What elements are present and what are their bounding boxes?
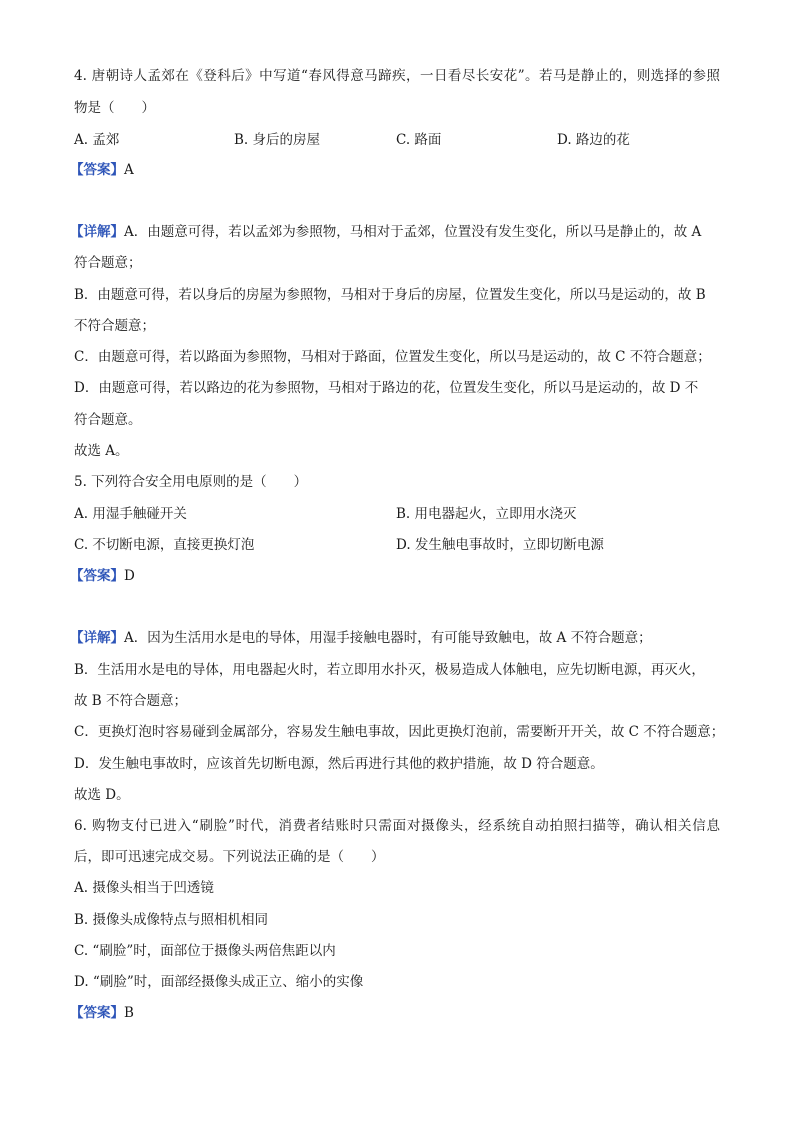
answer-tag: 【答案】	[70, 568, 124, 584]
q5-option-c: C. 不切断电源，直接更换灯泡	[74, 537, 255, 553]
q4-stem-line1: 4. 唐朝诗人孟郊在《登科后》中写道“春风得意马蹄疾，一日看尽长安花”。若马是静止的，则选择的参照	[74, 68, 720, 84]
q5-detail-line5: D．发生触电事故时，应该首先切断电源，然后再进行其他的救护措施，故 D 符合题意。	[74, 756, 604, 772]
q6-answer	[70, 1003, 134, 1023]
q4-detail-line2: 符合题意；	[74, 255, 142, 271]
q4-option-d: D. 路边的花	[557, 132, 630, 148]
q4-detail-line4: 不符合题意；	[74, 318, 155, 334]
detail-tag: 【详解】	[70, 630, 124, 646]
q6-stem-line1: 6. 购物支付已进入“刷脸”时代，消费者结账时只需面对摄像头，经系统自动拍照扫描等，确认相关信息	[74, 818, 720, 834]
q5-detail-line2: B．生活用水是电的导体，用电器起火时，若立即用水扑灭，极易造成人体触电，应先切断电源，再灭火，	[74, 662, 705, 678]
answer-value: B	[124, 1005, 134, 1021]
answer-tag: 【答案】	[70, 162, 124, 178]
answer-value: A	[124, 162, 134, 178]
q6-stem-line2: 后，即可迅速完成交易。下列说法正确的是（ ）	[74, 849, 385, 865]
q6-option-a: A. 摄像头相当于凹透镜	[74, 880, 214, 896]
q5-stem: 5. 下列符合安全用电原则的是（ ）	[74, 474, 308, 490]
q4-option-b: B. 身后的房屋	[234, 132, 321, 148]
q4-stem-line2: 物是（ ）	[74, 100, 155, 116]
q5-conclusion: 故选 D。	[74, 787, 130, 803]
q6-option-d: D. “刷脸”时，面部经摄像头成正立、缩小的实像	[74, 974, 364, 990]
answer-value: D	[124, 568, 135, 584]
answer-tag: 【答案】	[70, 1005, 124, 1021]
q4-option-a: A. 孟郊	[74, 132, 120, 148]
q5-answer	[70, 566, 135, 586]
q4-detail-line3: B．由题意可得，若以身后的房屋为参照物，马相对于身后的房屋，位置发生变化，所以马是运动的，故 B	[74, 287, 706, 303]
q4-conclusion: 故选 A。	[74, 443, 129, 459]
q5-option-d: D. 发生触电事故时，立即切断电源	[396, 537, 604, 553]
q6-option-c: C. “刷脸”时，面部位于摄像头两倍焦距以内	[74, 943, 336, 959]
q5-option-a: A. 用湿手触碰开关	[74, 506, 187, 522]
detail-tag: 【详解】	[70, 224, 124, 240]
q4-detail-line5: C．由题意可得，若以路面为参照物，马相对于路面，位置发生变化，所以马是运动的，故 C 不符合题意；	[74, 349, 711, 365]
q4-detail-line1: 【详解】A．由题意可得，若以孟郊为参照物，马相对于孟郊，位置没有发生变化，所以马是静止的，故 A	[70, 224, 702, 240]
q4-detail-line6: D．由题意可得，若以路边的花为参照物，马相对于路边的花，位置发生变化，所以马是运动的，故 D 不	[74, 380, 699, 396]
q6-option-b: B. 摄像头成像特点与照相机相同	[74, 912, 269, 928]
q4-detail-line7: 符合题意。	[74, 412, 142, 428]
q5-detail-line3: 故 B 不符合题意；	[74, 693, 188, 709]
q5-option-b: B. 用电器起火，立即用水浇灭	[396, 506, 577, 522]
q4-answer	[70, 160, 134, 180]
q5-detail-line1: 【详解】A．因为生活用水是电的导体，用湿手接触电器时，有可能导致触电，故 A 不符合题意；	[70, 630, 652, 646]
q5-detail-line4: C．更换灯泡时容易碰到金属部分，容易发生触电事故，因此更换灯泡前，需要断开开关，故 C 不符合题意；	[74, 724, 725, 740]
q4-option-c: C. 路面	[396, 132, 442, 148]
